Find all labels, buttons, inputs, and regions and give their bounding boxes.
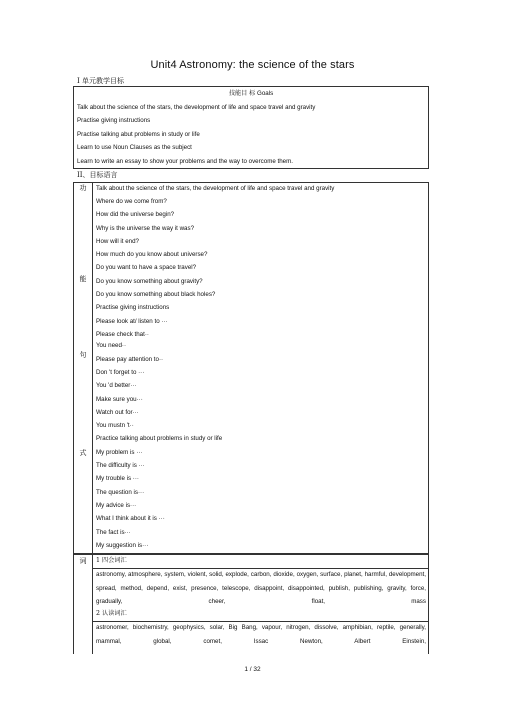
side-char-function: 功	[79, 184, 87, 192]
function-line: Why is the universe the way it was?	[96, 225, 195, 232]
function-line: My suggestion is···	[96, 542, 149, 549]
side-char-vocab: 词	[79, 557, 87, 565]
goal-item: Practise talking abut problems in study or life	[74, 128, 429, 142]
function-line: Do you know something about gravity?	[96, 278, 203, 285]
vocab-heading-1: 1 四会词汇	[96, 557, 127, 564]
page-title: Unit4 Astronomy: the science of the stars	[150, 59, 355, 71]
side-char-sentence: 句	[79, 351, 87, 359]
section-label-goals: I 单元教学目标	[77, 77, 124, 85]
goals-header: 技能目 标 Goals	[74, 87, 429, 101]
page-number: 1 / 32	[244, 666, 261, 673]
function-line: My problem is ···	[96, 449, 143, 456]
function-line: Please check that··	[96, 331, 149, 338]
function-line: What I think about it is ···	[96, 515, 165, 522]
function-line: Don 't forget to ···	[96, 369, 145, 376]
side-char-pattern: 式	[79, 449, 87, 457]
goal-item: Learn to use Noun Clauses as the subject	[74, 141, 429, 155]
function-line: Do you want to have a space travel?	[96, 264, 197, 271]
function-line: The fact is···	[96, 529, 131, 536]
function-line: My advice is···	[96, 502, 137, 509]
function-line: Practice talking about problems in study or life	[96, 435, 223, 442]
function-line: My trouble is ···	[96, 475, 139, 482]
vocab-paragraph-1: astronomy, atmosphere, system, violent, solid, explode, carbon, dioxide, oxygen, surface, planet, harmful, development, spread, method, depend, exist, presence, telescope, disappoint, disappointed, publish, publishing, gravity, force, gradually, cheer, float, mass	[96, 571, 426, 605]
function-line: You need··	[96, 342, 127, 349]
function-line: Talk about the science of the stars, the development of life and space travel and gravity	[96, 185, 335, 192]
side-char-ability: 能	[79, 275, 87, 283]
goals-table	[73, 86, 429, 169]
column-divider	[92, 182, 93, 554]
function-line: Please look at/ listen to ···	[96, 318, 168, 325]
function-line: Make sure you···	[96, 396, 143, 403]
function-line: The question is···	[96, 489, 145, 496]
function-line: Please pay attention to··	[96, 356, 164, 363]
function-line: Practise giving instructions	[96, 304, 170, 311]
vocab-paragraph-2: astronomer, biochemistry, geophysics, solar, Big Bang, vapour, nitrogen, dissolve, amphibian, reptile, generally, mammal, global, comet, Issac Newton, Albert Einstein,	[96, 624, 426, 645]
vocab-heading-2: 2 认读词汇	[96, 610, 127, 617]
function-line: You 'd better···	[96, 382, 137, 389]
function-line: Where do we come from?	[96, 198, 167, 205]
goal-item: Practise giving instructions	[74, 114, 429, 128]
section-label-target-language: II、目标语言	[77, 171, 118, 179]
function-line: How did the universe begin?	[96, 211, 175, 218]
function-line: You mustn 't··	[96, 422, 134, 429]
goal-item: Talk about the science of the stars, the development of life and space travel and gravity	[74, 101, 429, 115]
function-line: Watch out for···	[96, 409, 139, 416]
goal-item: Learn to write an essay to show your problems and the way to overcome them.	[74, 155, 429, 169]
function-line: How much do you know about universe?	[96, 251, 208, 258]
function-line: The difficulty is ···	[96, 462, 145, 469]
function-line: Do you know something about black holes?	[96, 291, 216, 298]
vocab-column-divider	[92, 554, 93, 654]
function-line: How will it end?	[96, 238, 139, 245]
